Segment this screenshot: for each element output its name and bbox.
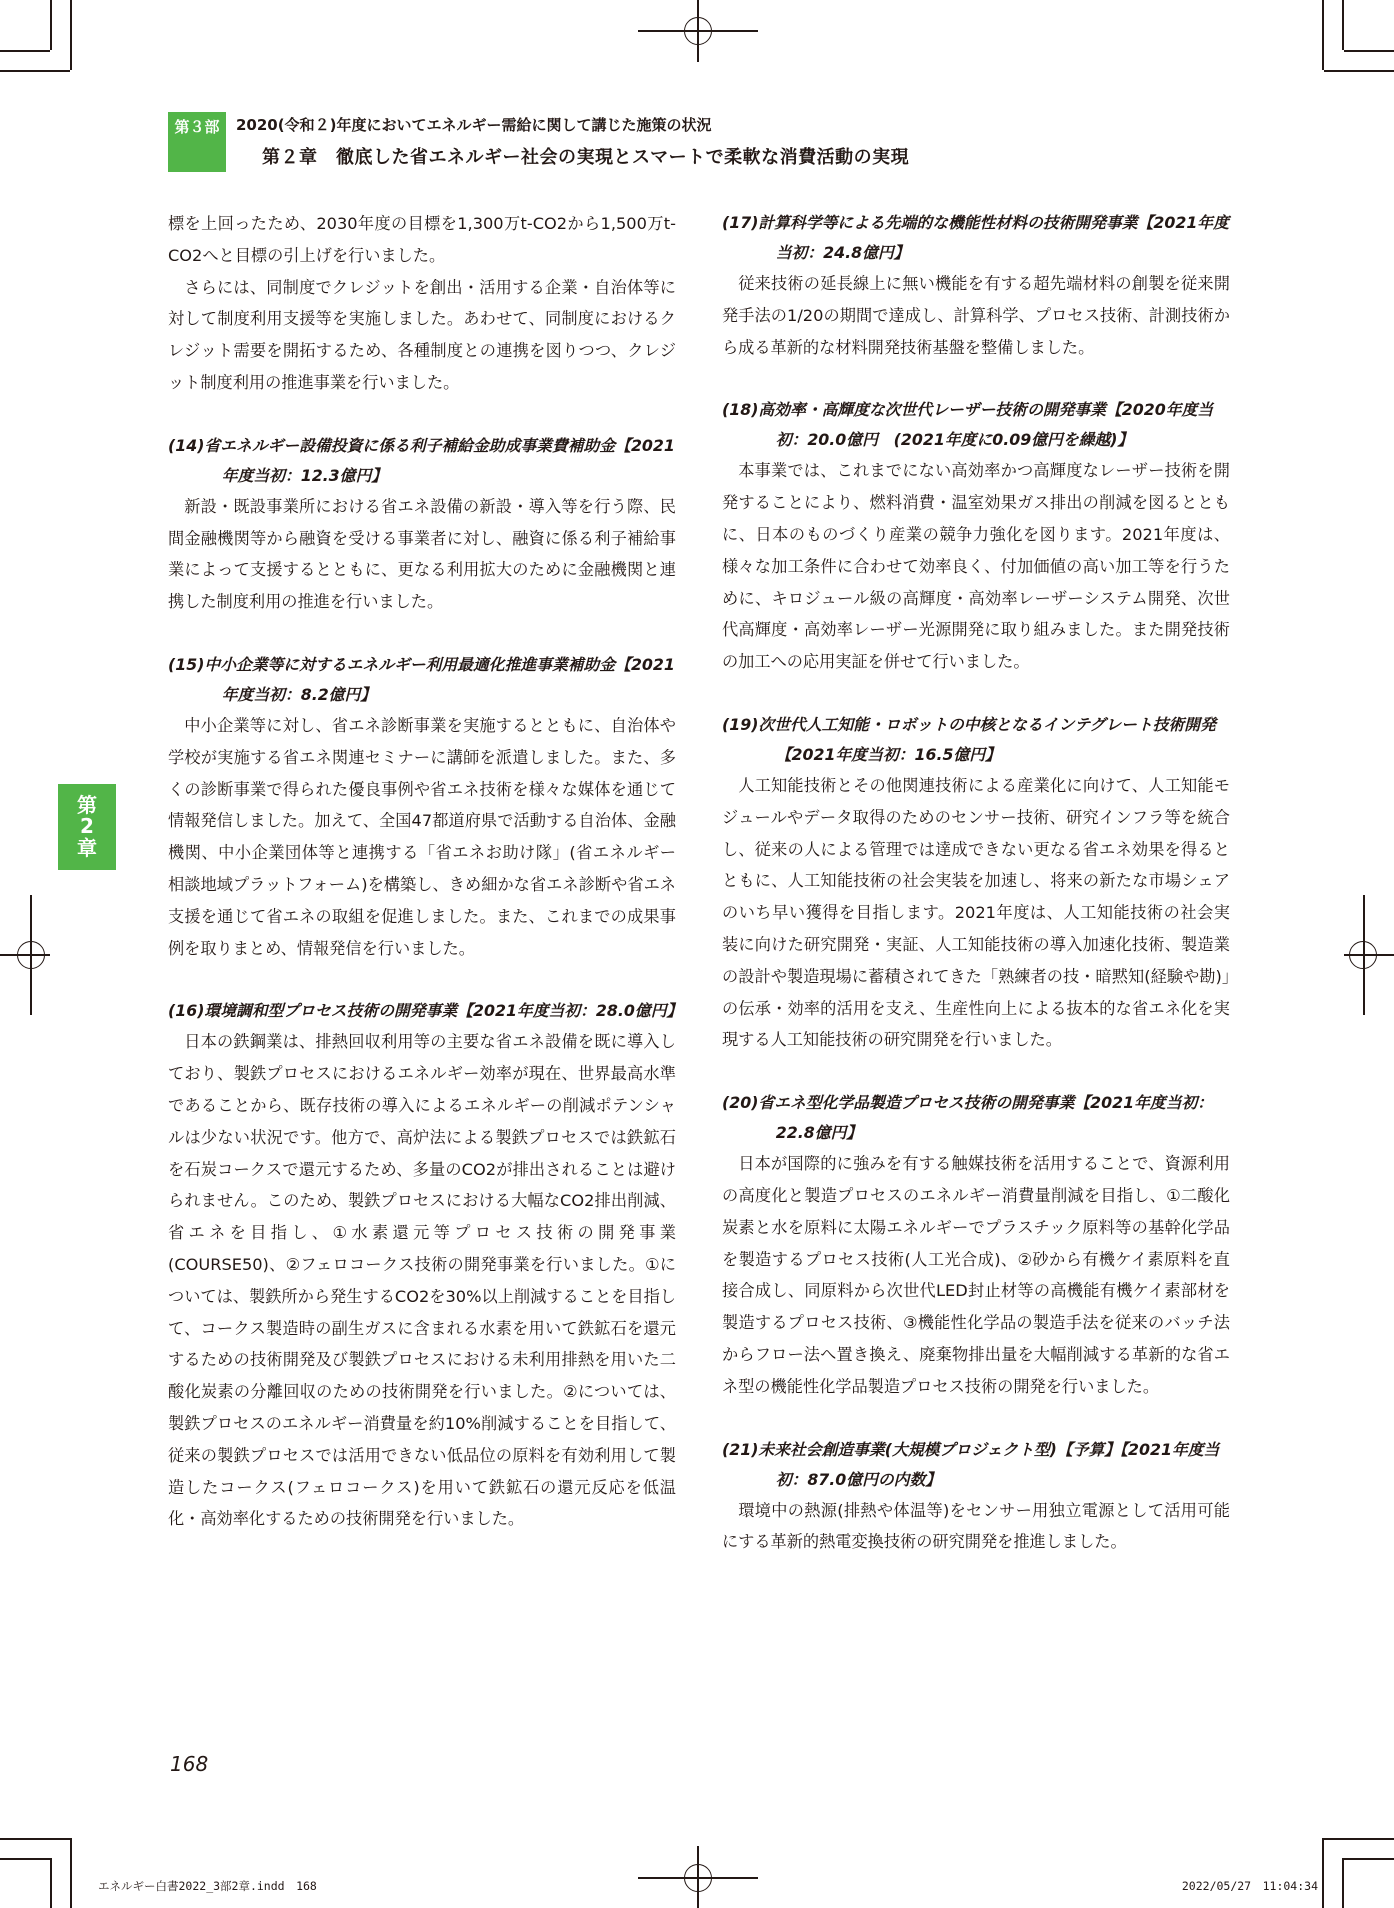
crop-mark-bl-h [0, 1838, 70, 1840]
crop-mark-tl-h2 [0, 50, 50, 52]
section-14-heading: (14)省エネルギー設備投資に係る利子補給金助成事業費補助金【2021年度当初：12.3億円】 [168, 435, 675, 485]
left-column [168, 208, 683, 1535]
crop-mark-bl-h2 [0, 1858, 50, 1860]
footer-file-info: エネルギー白書2022_3部2章.indd 168 [98, 1879, 317, 1893]
chapter-tab-line2: 2 [80, 814, 94, 839]
running-header-subtitle: 2020(令和２)年度においてエネルギー需給に関して講じた施策の状況 [236, 116, 712, 134]
crop-mark-br-h2 [1344, 1858, 1394, 1860]
section-15-heading: (15)中小企業等に対するエネルギー利用最適化推進事業補助金【2021年度当初：8.2億円】 [168, 654, 675, 704]
crop-mark-tr-v [1322, 0, 1324, 70]
footer-date-info: 2022/05/27 11:04:34 [1181, 1879, 1318, 1893]
crop-mark-tr-v2 [1342, 0, 1344, 50]
crop-mark-tl-v2 [50, 0, 52, 50]
section-20-heading: (20)省エネ型化学品製造プロセス技術の開発事業【2021年度当初：22.8億円】 [722, 1093, 1214, 1143]
crop-mark-tr-h2 [1344, 50, 1394, 52]
section-18-body: 本事業では、これまでにない高効率かつ高輝度なレーザー技術を開発することにより、燃料消費・温室効果ガス排出の削減を図るとともに、日本のものづくり産業の競争力強化を図ります。2021年度は、様々な加工条件に合わせて効率良く、付加価値の高い加工等を行うために、キロジュール級の高輝度・高効率レーザーシステム開発、次世代高輝度・高効率レーザー光源開発に取り組みました。また開発技術の加工への応用実証を併せて行いました。 [722, 461, 1230, 672]
section-14-body: 新設・既設事業所における省エネ設備の新設・導入等を行う際、民間金融機関等から融資を受ける事業者に対し、融資に係る利子補給事業によって支援するとともに、更なる利用拡大のために金融機関と連携した制度利用の推進を行いました。 [168, 496, 676, 612]
part-badge: 第３部 [168, 112, 226, 140]
section-18-heading: (18)高効率・高輝度な次世代レーザー技術の開発事業【2020年度当初：20.0億円 (2021年度に0.09億円を繰越)】 [722, 400, 1214, 450]
crop-mark-bl-v2 [50, 1858, 52, 1908]
chapter-title: 第２章 徹底した省エネルギー社会の実現とスマートで柔軟な消費活動の実現 [262, 147, 910, 168]
chapter-tab-line3: 章 [77, 835, 97, 860]
right-column [722, 208, 1230, 1558]
section-17-body: 従来技術の延長線上に無い機能を有する超先端材料の創製を従来開発手法の1/20の期間で達成し、計算科学、プロセス技術、計測技術から成る革新的な材料開発技術基盤を整備しました。 [722, 274, 1230, 357]
section-16-body: 日本の鉄鋼業は、排熱回収利用等の主要な省エネ設備を既に導入しており、製鉄プロセスにおけるエネルギー効率が現在、世界最高水準であることから、既存技術の導入によるエネルギーの削減ポテンシャルは少ない状況です。他方で、高炉法による製鉄プロセスでは鉄鉱石を石炭コークスで還元するため、多量のCO2が排出されることは避けられません。このため、製鉄プロセスにおける大幅なCO2排出削減、省エネを目指し、①水素還元等プロセス技術の開発事業(COURSE50)、②フェロコークス技術の開発事業を行いました。①については、製鉄所から発生するCO2を30%以上削減することを目指して、コークス製造時の副生ガスに含まれる水素を用いて鉄鉱石を還元するための技術開発及び製鉄プロセスにおける未利用排熱を用いた二酸化炭素の分離回収のための技術開発を行いました。②については、製鉄プロセスのエネルギー消費量を約10%削減することを目指して、従来の製鉄プロセスでは活用できない低品位の原料を有効利用して製造したコークス(フェロコークス)を用いて鉄鉱石の還元反応を低温化・高効率化するための技術開発を行いました。 [168, 1032, 676, 1529]
crop-mark-tr-h [1324, 70, 1394, 72]
header-accent-bar [168, 140, 226, 172]
chapter-side-tab [58, 784, 116, 870]
page-number: 168 [170, 1752, 209, 1776]
crop-mark-tl-h [0, 70, 70, 72]
section-17-heading: (17)計算科学等による先端的な機能性材料の技術開発事業【2021年度当初：24.8億円】 [722, 213, 1229, 262]
crop-mark-br-v [1322, 1838, 1324, 1908]
crop-mark-br-h [1324, 1838, 1394, 1840]
section-21-body: 環境中の熱源(排熱や体温等)をセンサー用独立電源として活用可能にする革新的熱電変換技術の研究開発を推進しました。 [722, 1500, 1230, 1552]
section-19-heading: (19)次世代人工知能・ロボットの中核となるインテグレート技術開発【2021年度当初：16.5億円】 [722, 714, 1216, 764]
crop-mark-br-v2 [1342, 1858, 1344, 1908]
crop-mark-tl-v [70, 0, 72, 70]
chapter-tab-line1: 第 [77, 792, 97, 817]
intro-paragraph-1: 標を上回ったため、2030年度の目標を1,300万t-CO2から1,500万t-CO2へと目標の引上げを行いました。 [168, 214, 676, 265]
section-15-body: 中小企業等に対し、省エネ診断事業を実施するとともに、自治体や学校が実施する省エネ関連セミナーに講師を派遣しました。また、多くの診断事業で得られた優良事例や省エネ技術を様々な媒体を通じて情報発信しました。加えて、全国47都道府県で活動する自治体、金融機関、中小企業団体等と連携する「省エネお助け隊」(省エネルギー相談地域プラットフォーム)を構築し、きめ細かな省エネ診断や省エネ支援を通じて省エネの取組を促進しました。また、これまでの成果事例を取りまとめ、情報発信を行いました。 [168, 715, 676, 958]
section-21-heading: (21)未来社会創造事業(大規模プロジェクト型)【予算】【2021年度当初：87.0億円の内数】 [722, 1439, 1220, 1489]
section-19-body: 人工知能技術とその他関連技術による産業化に向けて、人工知能モジュールやデータ取得のためのセンサー技術、研究インフラ等を統合し、従来の人による管理では達成できない更なる省エネ効果を得るとともに、人工知能技術の社会実装を加速し、将来の新たな市場シェアのいち早い獲得を目指します。2021年度は、人工知能技術の社会実装に向けた研究開発・実証、人工知能技術の導入加速化技術、製造業の設計や製造現場に蓄積されてきた「熟練者の技・暗黙知(経験や勘)」の伝承・効率的活用を支え、生産性向上による抜本的な省エネ化を実現する人工知能技術の研究開発を行いました。 [722, 775, 1230, 1050]
section-16-heading: (16)環境調和型プロセス技術の開発事業【2021年度当初：28.0億円】 [168, 1001, 683, 1021]
section-20-body: 日本が国際的に強みを有する触媒技術を活用することで、資源利用の高度化と製造プロセスのエネルギー消費量削減を目指し、①二酸化炭素と水を原料に太陽エネルギーでプラスチック原料等の基幹化学品を製造するプロセス技術(人工光合成)、②砂から有機ケイ素原料を直接合成し、同原料から次世代LED封止材等の高機能有機ケイ素部材を製造するプロセス技術、③機能性化学品の製造手法を従来のバッチ法からフロー法へ置き換え、廃棄物排出量を大幅削減する革新的な省エネ型の機能性化学品製造プロセス技術の開発を行いました。 [722, 1154, 1230, 1396]
intro-paragraph-2: さらには、同制度でクレジットを創出・活用する企業・自治体等に対して制度利用支援等を実施しました。あわせて、同制度におけるクレジット需要を開拓するため、各種制度との連携を図りつつ、クレジット制度利用の推進事業を行いました。 [168, 277, 676, 392]
crop-mark-bl-v [70, 1838, 72, 1908]
